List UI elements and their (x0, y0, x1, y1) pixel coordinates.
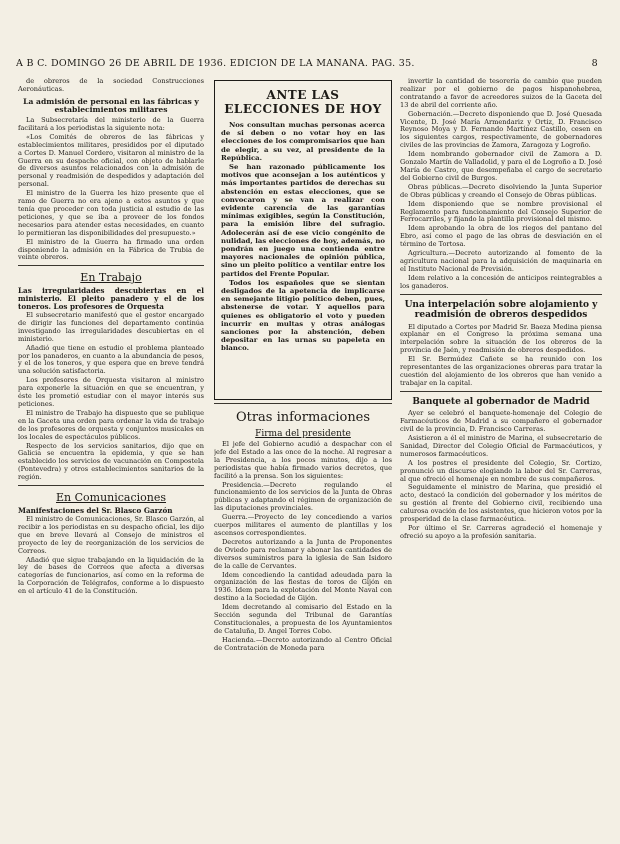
divider (400, 391, 602, 392)
paragraph: Añadió que tiene en estudio el problema planteado por los panaderos, en cuanto a la abundancia de pesos, y el de los toneros, y que espera que en breve tendrá una solución satisfactoria. (18, 343, 204, 376)
column-2 (214, 78, 392, 838)
notice-paragraph: Todos los españoles que se sientan desligados de la apetencia de implicarse en semejante litigio político deben, pues, abstenerse de votar. Y aquellos para quienes es obligatorio el voto y pueden incurrir en multas y otras análogas sanciones por la abstención, deben depositar en las urnas su papeleta en blanco. (221, 278, 385, 353)
divider (214, 403, 392, 404)
paragraph: El ministro de la Guerra les hizo presente que el ramo de Guerra no era ajeno a estos asuntos y que tenía que proceder con toda justicia al estudio de las peticiones, y que se iba a proveer de los fondos necesarios para atender estas necesidades, en cuanto lo permitieran las disponibilidades del presupuesto.» (18, 189, 204, 237)
paragraph: Obras públicas.—Decreto disolviendo la Junta Superior de Obras públicas y creando el Consejo de Obras públicas. (400, 182, 602, 199)
paragraph: «Los Comités de obreros de las fábricas y establecimientos militares, presididos por el diputado a Cortes D. Manuel Cordero, visitaron al ministro de la Guerra en su despacho oficial, con objeto de hablarle de diversos asuntos relacionados con la admisión de personal y readmisión de despedidos y adaptación del personal. (18, 132, 204, 189)
paragraph: El Sr. Bermúdez Cañete se ha reunido con los representantes de las organizaciones obreras para tratar la cuestión del alojamiento de los obreros que han venido a trabajar en la capital. (400, 355, 602, 387)
article-headline: Una interpelación sobre alojamiento y readmisión de obreros despedidos (404, 299, 598, 321)
paragraph: invertir la cantidad de tesorería de cambio que pueden realizar por el gobierno de pagos hispanohebrea, contratando a favor de acreedores suizos de la Gaceta del 13 de abril del corriente año. (400, 78, 602, 109)
section-title: Otras informaciones (235, 410, 371, 425)
page-header (16, 58, 604, 74)
divider (400, 294, 602, 295)
divider (18, 265, 204, 266)
paragraph: El ministro de Comunicaciones, Sr. Blasco Garzón, al recibir a los periodistas en su despacho oficial, les dijo que en breve llevará al Consejo de ministros el proyecto de ley de reorganización de los servicios de Correos. (18, 514, 204, 555)
paragraph: La Subsecretaría del ministerio de la Guerra facilitará a los periodistas la siguiente nota: (18, 116, 204, 132)
paragraph: Agricultura.—Decreto autorizando al fomento de la agricultura nacional para la adquisición de maquinaria en el Instituto Nacional de Previsión. (400, 249, 602, 273)
notice-title: ANTE LAS ELECCIONES DE HOY (224, 88, 382, 116)
paragraph: Idem concediendo la cantidad adeudada para la organización de las fiestas de toros de Gijón en 1936. Idem para la explotación del Monte Naval con destino a la Sociedad de Gijón. (214, 570, 392, 603)
paragraph: Presidencia.—Decreto regulando el funcionamiento de los servicios de la Junta de Obras públicas y adaptando el régimen de organización de las diputaciones provinciales. (214, 480, 392, 513)
paragraph: El ministro de Trabajo ha dispuesto que se publique en la Gaceta una orden para ordenar la vida de trabajo de los profesores de orquesta y conjuntos musicales en los locales de espectáculos públicos. (18, 408, 204, 441)
page-number: 8 (591, 58, 598, 69)
paragraph: Hacienda.—Decreto autorizando al Centro Oficial de Contratación de Moneda para (214, 635, 392, 652)
article-headline: La admisión de personal en las fábricas y establecimientos militares (23, 96, 199, 115)
paragraph: Idem relativo a la concesión de anticipos reintegrables a los ganaderos. (400, 273, 602, 290)
boxed-notice (214, 80, 392, 400)
paragraph: Idem disponiendo que se nombre provisional el Reglamento para funcionamiento del Consejo Superior de Ferrocarriles, y fijando la plantilla provisional del mismo. (400, 199, 602, 224)
paragraph: El jefe del Gobierno acudió a despachar con el jefe del Estado a las once de la noche. Al regresar a la Presidencia, a los pocos minutos, dijo a los periodistas que había firmado varios decretos, que facilitó a la prensa. Son los siguientes: (214, 440, 392, 480)
article-headline: Manifestaciones del Sr. Blasco Garzón (18, 506, 173, 516)
article-headline: Banquete al gobernador de Madrid (412, 396, 590, 407)
paragraph: Idem decretando al comisario del Estado en la Sección segunda del Tribunal de Garantías Constitucionales, a propuesta de los Ayuntamientos de Cataluña, D. Angel Torres Cobo. (214, 603, 392, 635)
column-1 (18, 78, 204, 838)
paragraph: A los postres el presidente del Colegio, Sr. Cortizo, pronunció un discurso elogiando la labor del Sr. Carreras, al que ofreció el homenaje en nombre de sus compañeros. (400, 458, 602, 483)
section-title: En Comunicaciones (55, 491, 167, 505)
paragraph: Decretos autorizando a la Junta de Proponentes de Oviedo para reclamar y abonar las cantidades de diversos suministros para la iglesia de San Isidoro de la calle de Cervantes. (214, 537, 392, 570)
paragraph: Gobernación.—Decreto disponiendo que D. José Quesada Vicente, D. José María Armendariz y Ortiz, D. Francisco Reynoso Moya y D. Fernando Martínez Castillo, cesen en los siguientes cargos, respectivamente, de gobernadores civiles de las provincias de Zamora, Zaragoza y Logroño. (400, 109, 602, 150)
paragraph: Idem aprobando la obra de los riegos del pantano del Ebro, así como el pago de las obras de desviación en el término de Tortosa. (400, 224, 602, 249)
article-headline: Las irregularidades descubiertas en el ministerio. El pleito panadero y el de los toneros. Los profesores de Orquesta (18, 286, 204, 312)
paragraph: El ministro de la Guerra ha firmado una orden disponiendo la admisión en la Fábrica de Trubia de veinte obreros. (18, 237, 204, 262)
paragraph: Guerra.—Proyecto de ley concediendo a varios cuerpos militares el aumento de plantillas y los ascensos correspondientes. (214, 513, 392, 537)
paragraph: Asistieron a él el ministro de Marina, el subsecretario de Sanidad, Director del Colegio Oficial de Farmacéuticos, y numerosos farmacéuticos. (400, 434, 602, 458)
paragraph: de obreros de la sociedad Construcciones Aeronáuticas. (18, 78, 204, 93)
article-headline: Firma del presidente (255, 429, 351, 439)
paragraph: Ayer se celebró el banquete-homenaje del Colegio de Farmacéuticos de Madrid a su compañero el gobernador civil de la provincia, D. Francisco Carreras. (400, 409, 602, 434)
section-title: En Trabajo (80, 271, 142, 285)
notice-paragraph: Se han razonado públicamente los motivos que aconsejan a los auténticos y más importantes partidos de derechas su abstención en estas elecciones, que se convocaron y se van a realizar con evidente carencia de las garantías mínimas exigibles, según la Constitución, para la emisión libre del sufragio. Adolecerán así de ese vicio congénito de nulidad, las elecciones de hoy, además, no pondrán en juego una contienda entre mayores nacionales de opinión pública, sino un pleito político a ventilar entre los partidos del Frente Popular. (221, 163, 385, 278)
paragraph: Idem nombrando gobernador civil de Zamora a D. Gonzalo Martín de Valladolid, y para el de Logroño a D. José María de Castro, que desempeñaba el cargo de secretario del Gobierno civil de Burgos. (400, 150, 602, 182)
paragraph: Seguidamente el ministro de Marina, que presidió el acto, destacó la condición del gobernador y los méritos de su gestión al frente del Gobierno civil, recibiendo una calurosa ovación de los asistentes, que hicieron votos por la prosperidad de la clase farmacéutica. (400, 483, 602, 524)
paragraph: El diputado a Cortes por Madrid Sr. Baeza Medina piensa explanar en el Congreso la próxima semana una interpelación sobre la situación de los obreros de la provincia de Jaén, y readmisión de obreros despedidos. (400, 322, 602, 355)
column-3 (400, 78, 602, 838)
paragraph: El subsecretario manifestó que el gestor encargado de dirigir las funciones del departamento continúa investigando las irregularidades descubiertas en el ministerio. (18, 311, 204, 343)
notice-paragraph: Nos consultan muchas personas acerca de si deben o no votar hoy en las elecciones de los compromisarios que han de elegir, a su vez, al presidente de la República. (221, 121, 385, 162)
paragraph: Por último el Sr. Carreras agradeció el homenaje y ofreció su apoyo a la profesión sanitaria. (400, 524, 602, 540)
paragraph: Añadió que sigue trabajando en la liquidación de la ley de bases de Correos que afecta a diversas categorías de funcionarios, así como en la reforma de la Corporación de Telégrafos, conforme a lo dispuesto en el artículo 41 de la Constitución. (18, 555, 204, 596)
paragraph: Los profesores de Orquesta visitaron al ministro para exponerle la situación en que se encuentran, y éste les prometió estudiar con el mayor interés sus peticiones. (18, 376, 204, 408)
header-dateline: A B C. DOMINGO 26 DE ABRIL DE 1936. EDICION DE LA MAÑANA. PAG. 35. (16, 58, 415, 69)
paragraph: Respecto de los servicios sanitarios, dijo que en Galicia se encuentra la epidemia, y que se han establecido los servicios de vacunación en Compostela (Pontevedra) y otros establecimientos sanitarios de la región. (18, 441, 204, 482)
divider (18, 485, 204, 486)
